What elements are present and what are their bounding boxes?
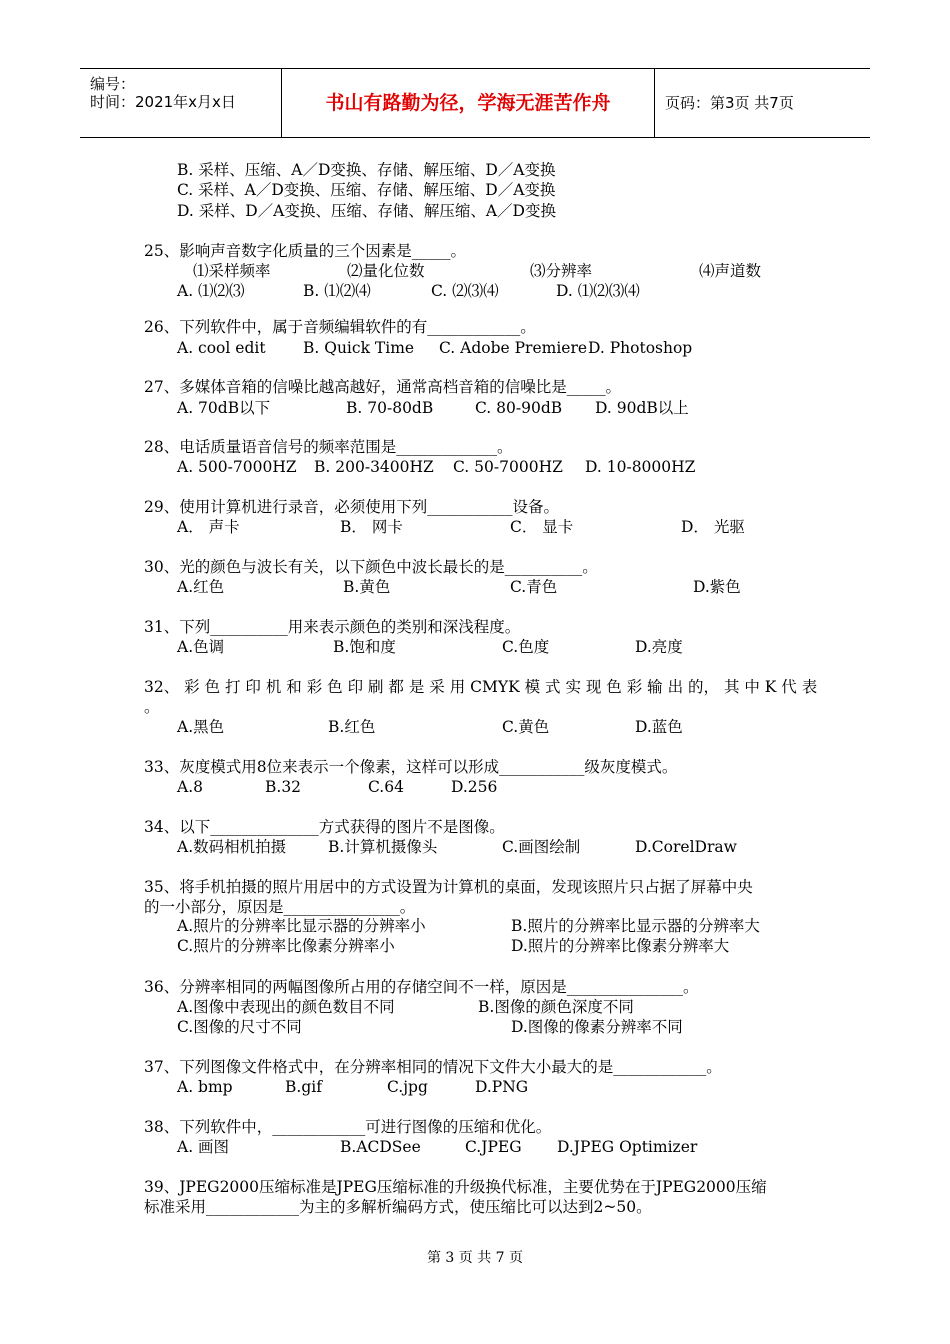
text-line: B.图像的颜色深度不同 bbox=[478, 998, 634, 1016]
text-line: 28、电话质量语音信号的频率范围是_____________。 bbox=[144, 438, 513, 456]
text-line: A. 500-7000HZ bbox=[177, 458, 297, 476]
text-line: A.图像中表现出的颜色数目不同 bbox=[177, 998, 395, 1016]
text-line: C. ⑵⑶⑷ bbox=[431, 282, 499, 300]
text-line: B.照片的分辨率比显示器的分辨率大 bbox=[511, 917, 760, 935]
header-motto: 书山有路勤为径，学海无涯苦作舟 bbox=[282, 69, 655, 137]
text-line: 34、以下______________方式获得的图片不是图像。 bbox=[144, 818, 505, 836]
text-line: D. 90dB以上 bbox=[595, 399, 689, 417]
text-line: C.青色 bbox=[510, 578, 558, 596]
page-header bbox=[80, 68, 870, 138]
text-line: D. 10-8000HZ bbox=[585, 458, 696, 476]
text-line: A. bmp bbox=[177, 1078, 233, 1096]
text-line: A. ⑴⑵⑶ bbox=[177, 282, 245, 300]
text-line: D.亮度 bbox=[635, 638, 683, 656]
text-line: D.CorelDraw bbox=[635, 838, 737, 856]
text-line: C.图像的尺寸不同 bbox=[177, 1018, 302, 1036]
text-line: C.照片的分辨率比像素分辨率小 bbox=[177, 937, 395, 955]
text-line: 32、 彩 色 打 印 机 和 彩 色 印 刷 都 是 采 用 CMYK 模 式 实 现 色 彩 输 出 的， 其 中 K 代 表 bbox=[144, 678, 818, 696]
text-line: 35、将手机拍摄的照片用居中的方式设置为计算机的桌面，发现该照片只占据了屏幕中央 bbox=[144, 878, 753, 896]
text-line: 。 bbox=[144, 698, 160, 716]
text-line: C. Adobe Premiere bbox=[439, 339, 588, 357]
text-line: B. 70-80dB bbox=[346, 399, 434, 417]
text-line: 25、影响声音数字化质量的三个因素是_____。 bbox=[144, 242, 466, 260]
text-line: B. ⑴⑵⑷ bbox=[303, 282, 371, 300]
text-line: A.色调 bbox=[177, 638, 225, 656]
text-line: 31、下列__________用来表示颜色的类别和深浅程度。 bbox=[144, 618, 521, 636]
text-line: A. 70dB以下 bbox=[177, 399, 271, 417]
text-line: A.8 bbox=[177, 778, 203, 796]
text-line: C.画图绘制 bbox=[502, 838, 581, 856]
text-line: C.jpg bbox=[387, 1078, 428, 1096]
text-line: ⑶分辨率 bbox=[530, 262, 593, 280]
text-line: 29、使用计算机进行录音，必须使用下列___________设备。 bbox=[144, 498, 559, 516]
text-line: B. Quick Time bbox=[303, 339, 415, 357]
text-line: A. cool edit bbox=[177, 339, 266, 357]
text-line: B.红色 bbox=[328, 718, 376, 736]
text-line: B. 采样、压缩、A／D变换、存储、解压缩、D／A变换 bbox=[177, 161, 556, 179]
text-line: D.JPEG Optimizer bbox=[557, 1138, 698, 1156]
text-line: B.32 bbox=[265, 778, 302, 796]
text-line: 标准采用____________为主的多解析编码方式，使压缩比可以达到2~50。 bbox=[144, 1198, 652, 1216]
text-line: C. 80-90dB bbox=[475, 399, 563, 417]
text-line: D. Photoshop bbox=[588, 339, 693, 357]
text-line: D． 光驱 bbox=[681, 518, 745, 536]
text-line: 33、灰度模式用8位来表示一个像素，这样可以形成___________级灰度模式。 bbox=[144, 758, 678, 776]
text-line: C. 50-7000HZ bbox=[453, 458, 563, 476]
text-line: A.照片的分辨率比显示器的分辨率小 bbox=[177, 917, 426, 935]
text-line: B. 200-3400HZ bbox=[314, 458, 434, 476]
text-line: 38、下列软件中，____________可进行图像的压缩和优化。 bbox=[144, 1118, 552, 1136]
text-line: D.PNG bbox=[475, 1078, 529, 1096]
text-line: 36、分辨率相同的两幅图像所占用的存储空间不一样，原因是_______________。 bbox=[144, 978, 699, 996]
page-footer: 第 3 页 共 7 页 bbox=[426, 1250, 524, 1266]
text-line: C.色度 bbox=[502, 638, 550, 656]
text-line: 37、下列图像文件格式中，在分辨率相同的情况下文件大小最大的是____________。 bbox=[144, 1058, 722, 1076]
text-line: D. ⑴⑵⑶⑷ bbox=[556, 282, 640, 300]
text-line: D.图像的像素分辨率不同 bbox=[511, 1018, 683, 1036]
text-line: D. 采样、D／A变换、压缩、存储、解压缩、A／D变换 bbox=[177, 202, 556, 220]
text-line: D.照片的分辨率比像素分辨率大 bbox=[511, 937, 730, 955]
text-line: C.64 bbox=[368, 778, 404, 796]
text-line: A.黑色 bbox=[177, 718, 225, 736]
text-line: B.gif bbox=[285, 1078, 322, 1096]
text-line: A.数码相机拍摄 bbox=[177, 838, 287, 856]
text-line: C． 显卡 bbox=[510, 518, 574, 536]
text-line: A.红色 bbox=[177, 578, 225, 596]
text-line: D.256 bbox=[451, 778, 498, 796]
text-line: B.饱和度 bbox=[333, 638, 396, 656]
header-page-info: 页码：第3页 共7页 bbox=[665, 94, 794, 112]
header-left-cell bbox=[80, 69, 282, 137]
text-line: B.ACDSee bbox=[340, 1138, 421, 1156]
text-line: A． 声卡 bbox=[177, 518, 240, 536]
text-line: 26、下列软件中，属于音频编辑软件的有____________。 bbox=[144, 318, 536, 336]
text-line: ⑵量化位数 bbox=[347, 262, 425, 280]
text-line: 27、多媒体音箱的信噪比越高越好，通常高档音箱的信噪比是_____。 bbox=[144, 378, 621, 396]
code-label: 编号： bbox=[90, 75, 136, 93]
text-line: ⑷声道数 bbox=[699, 262, 762, 280]
text-line: D.蓝色 bbox=[635, 718, 683, 736]
text-line: ⑴采样频率 bbox=[193, 262, 271, 280]
text-line: D.紫色 bbox=[693, 578, 741, 596]
text-line: C.JPEG bbox=[465, 1138, 522, 1156]
text-line: B． 网卡 bbox=[340, 518, 403, 536]
time-label: 时间：2021年x月x日 bbox=[90, 93, 236, 111]
text-line: B.计算机摄像头 bbox=[328, 838, 438, 856]
text-line: A. 画图 bbox=[177, 1138, 230, 1156]
text-line: B.黄色 bbox=[343, 578, 391, 596]
text-line: 30、光的颜色与波长有关，以下颜色中波长最长的是__________。 bbox=[144, 558, 598, 576]
text-line: 的一小部分，原因是_______________。 bbox=[144, 898, 416, 916]
text-line: C. 采样、A／D变换、压缩、存储、解压缩、D／A变换 bbox=[177, 181, 556, 199]
text-line: C.黄色 bbox=[502, 718, 550, 736]
text-line: 39、JPEG2000压缩标准是JPEG压缩标准的升级换代标准，主要优势在于JPEG2000压缩 bbox=[144, 1178, 767, 1196]
